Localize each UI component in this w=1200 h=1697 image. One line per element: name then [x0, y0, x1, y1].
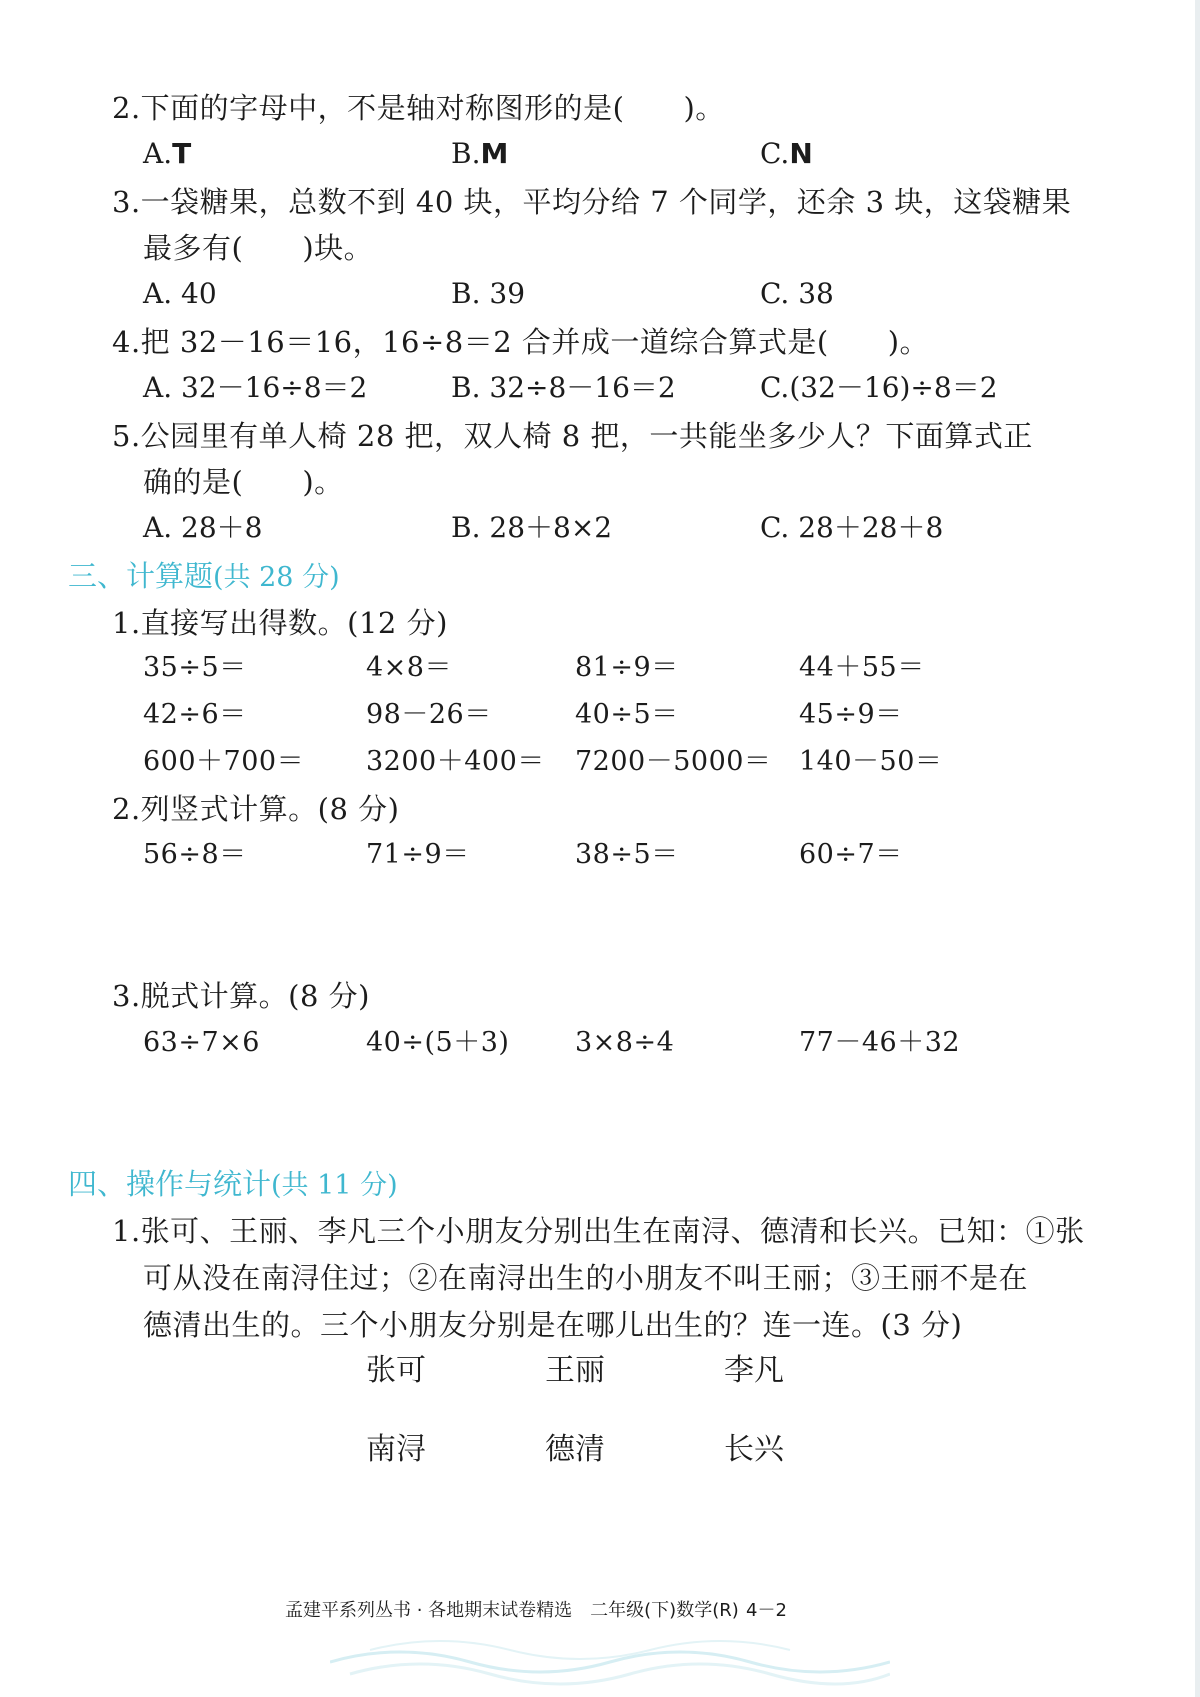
s3-q1-item: 140－50＝: [799, 746, 943, 777]
s3-q3-item: 63÷7×6: [143, 1027, 260, 1058]
s3-q1-item: 42÷6＝: [143, 699, 247, 730]
section3-title: 三、计算题: [68, 559, 214, 593]
page-edge: [1195, 0, 1200, 1697]
s3-q1-title: 1.直接写出得数。(12 分): [112, 606, 448, 640]
s3-q1-item: 81÷9＝: [575, 652, 679, 683]
q2-option-b: [451, 134, 508, 174]
s3-q1-item: 35÷5＝: [143, 652, 247, 683]
q5-option-a: A. 28＋8: [143, 511, 263, 544]
s3-q2-item: 56÷8＝: [143, 839, 247, 870]
s3-q3-title: 3.脱式计算。(8 分): [112, 979, 370, 1013]
q2-option-a-value: T: [172, 137, 192, 170]
child-name[interactable]: 王丽: [545, 1353, 605, 1388]
s3-q1-item: 7200－5000＝: [575, 746, 772, 777]
child-name[interactable]: 张可: [366, 1353, 426, 1388]
s4-q1-line2: 可从没在南浔住过；②在南浔出生的小朋友不叫王丽；③王丽不是在: [143, 1261, 1029, 1295]
s3-q1-item: 98－26＝: [366, 699, 492, 730]
q2-stem: 2.下面的字母中，不是轴对称图形的是( )。: [112, 91, 725, 125]
q5-option-c: C. 28＋28＋8: [760, 511, 944, 544]
s4-q1-line3: 德清出生的。三个小朋友分别是在哪儿出生的？连一连。(3 分): [143, 1308, 963, 1342]
s3-q2-item: 60÷7＝: [799, 839, 903, 870]
q4-stem: 4.把 32－16＝16，16÷8＝2 合并成一道综合算式是( )。: [112, 325, 930, 359]
s3-q1-item: 45÷9＝: [799, 699, 903, 730]
q5-option-b: B. 28＋8×2: [451, 511, 613, 544]
q3-stem-line1: 3.一袋糖果，总数不到 40 块，平均分给 7 个同学，还余 3 块，这袋糖果: [112, 185, 1072, 219]
s3-q2-item: 71÷9＝: [366, 839, 470, 870]
s3-q2-title: 2.列竖式计算。(8 分): [112, 792, 400, 826]
child-name[interactable]: 李凡: [724, 1353, 784, 1388]
s3-q1-item: 3200＋400＝: [366, 746, 545, 777]
footer-page-number: 4－2: [746, 1600, 787, 1621]
q3-option-a: A. 40: [143, 277, 217, 310]
q4-option-c: C.(32－16)÷8＝2: [760, 371, 998, 404]
s3-q1-item: 44＋55＝: [799, 652, 925, 683]
s3-q3-item: 40÷(5＋3): [366, 1027, 510, 1058]
q2-option-a: [143, 134, 191, 174]
section4-heading: [68, 1164, 398, 1206]
footer-series-text: 孟建平系列丛书 · 各地期末试卷精选 二年级(下)数学(R): [285, 1600, 739, 1621]
q5-stem-line2: 确的是( )。: [143, 465, 344, 499]
q3-option-c: C. 38: [760, 277, 834, 310]
q3-option-b: B. 39: [451, 277, 526, 310]
section3-score: (共 28 分): [213, 562, 340, 593]
place-name[interactable]: 德清: [545, 1432, 605, 1467]
q2-option-c: [760, 134, 813, 174]
q2-option-b-value: M: [480, 137, 509, 170]
s4-q1-line1: 1.张可、王丽、李凡三个小朋友分别出生在南浔、德清和长兴。已知：①张: [112, 1214, 1085, 1248]
q2-option-c-value: N: [789, 137, 813, 170]
section4-score: (共 11 分): [271, 1170, 398, 1201]
q2-option-b-prefix: B.: [451, 137, 481, 170]
s3-q1-item: 40÷5＝: [575, 699, 679, 730]
s3-q2-item: 38÷5＝: [575, 839, 679, 870]
s3-q1-item: 4×8＝: [366, 652, 452, 683]
q5-stem-line1: 5.公园里有单人椅 28 把，双人椅 8 把，一共能坐多少人？下面算式正: [112, 419, 1033, 453]
q4-option-b: B. 32÷8－16＝2: [451, 371, 676, 404]
place-name[interactable]: 长兴: [724, 1432, 784, 1467]
footer-wave-decoration: [330, 1632, 890, 1692]
q3-stem-line2: 最多有( )块。: [143, 231, 374, 265]
s3-q3-item: 3×8÷4: [575, 1027, 675, 1058]
s3-q1-item: 600＋700＝: [143, 746, 305, 777]
section3-heading: [68, 556, 340, 598]
section4-title: 四、操作与统计: [68, 1167, 272, 1201]
place-name[interactable]: 南浔: [366, 1432, 426, 1467]
s3-q3-item: 77－46＋32: [799, 1027, 961, 1058]
q2-option-c-prefix: C.: [760, 137, 790, 170]
q2-option-a-prefix: A.: [143, 137, 173, 170]
q4-option-a: A. 32－16÷8＝2: [143, 371, 368, 404]
